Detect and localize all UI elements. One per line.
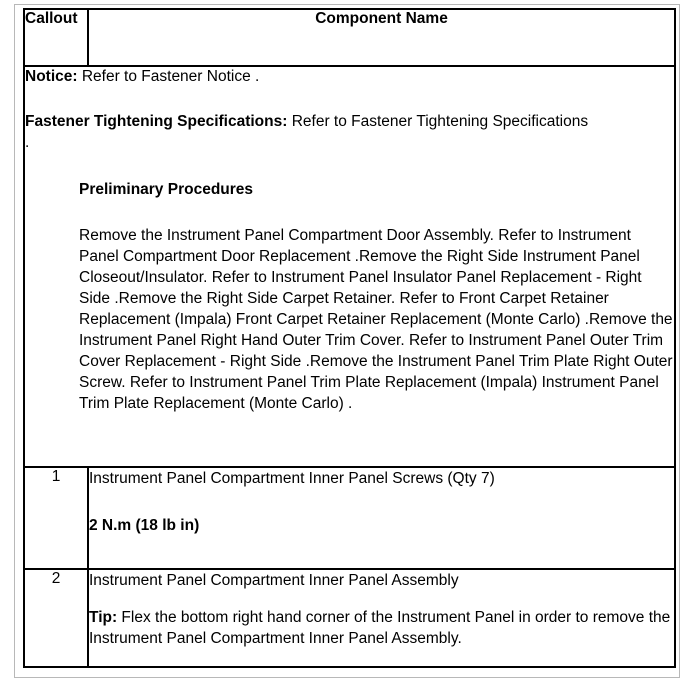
component-name-header: Component Name [88,9,675,66]
callout-header: Callout [24,9,88,66]
notice-text: Refer to Fastener Notice . [77,68,260,85]
component-table [23,8,676,668]
callout-number: 1 [24,467,88,569]
notice-line [25,67,674,87]
tip-text [89,607,674,649]
component-name: Instrument Panel Compartment Inner Panel Screws (Qty 7) [89,470,495,487]
header-row [24,9,675,66]
tip-body: Flex the bottom right hand corner of the Instrument Panel in order to remove the Instrument Panel Compartment Inner Panel Assembly. [89,609,671,647]
preliminary-procedures-title: Preliminary Procedures [79,181,254,198]
fastener-spec-line [25,111,674,133]
preliminary-procedures-body: Remove the Instrument Panel Compartment Door Assembly. Refer to Instrument Panel Compartment Door Replacement .Remove the Right Side Instrument Panel Closeout/Insulator. Refer to Instrument Panel Insulator Panel Replacement - Right Side .Remove the Right Side Carpet Retainer. Refer to Front Carpet Retainer Replacement (Impala) Front Carpet Retainer Replacement (Monte Carlo) .Remove the Instrument Panel Right Hand Outer Trim Cover. Refer to Instrument Panel Outer Trim Cover Replacement - Right Side .Remove the Instrument Panel Trim Plate Right Outer Screw. Refer to Instrument Panel Trim Plate Replacement (Impala) Instrument Panel Trim Plate Replacement (Monte Carlo) . [79,227,673,412]
table-row [24,467,675,569]
component-name: Instrument Panel Compartment Inner Panel Assembly [89,572,459,589]
notice-label: Notice: [25,68,78,85]
fastener-spec-label: Fastener Tightening Specifications: [25,113,288,130]
fastener-spec-text: Refer to Fastener Tightening Specifications [287,113,589,130]
torque-spec: 2 N.m (18 lb in) [89,517,200,534]
notes-cell [24,66,675,467]
fastener-spec-trailing: . [25,134,30,151]
component-cell [88,569,675,667]
table-row [24,569,675,667]
component-cell [88,467,675,569]
callout-number: 2 [24,569,88,667]
tip-label: Tip: [89,609,118,626]
notes-row [24,66,675,467]
